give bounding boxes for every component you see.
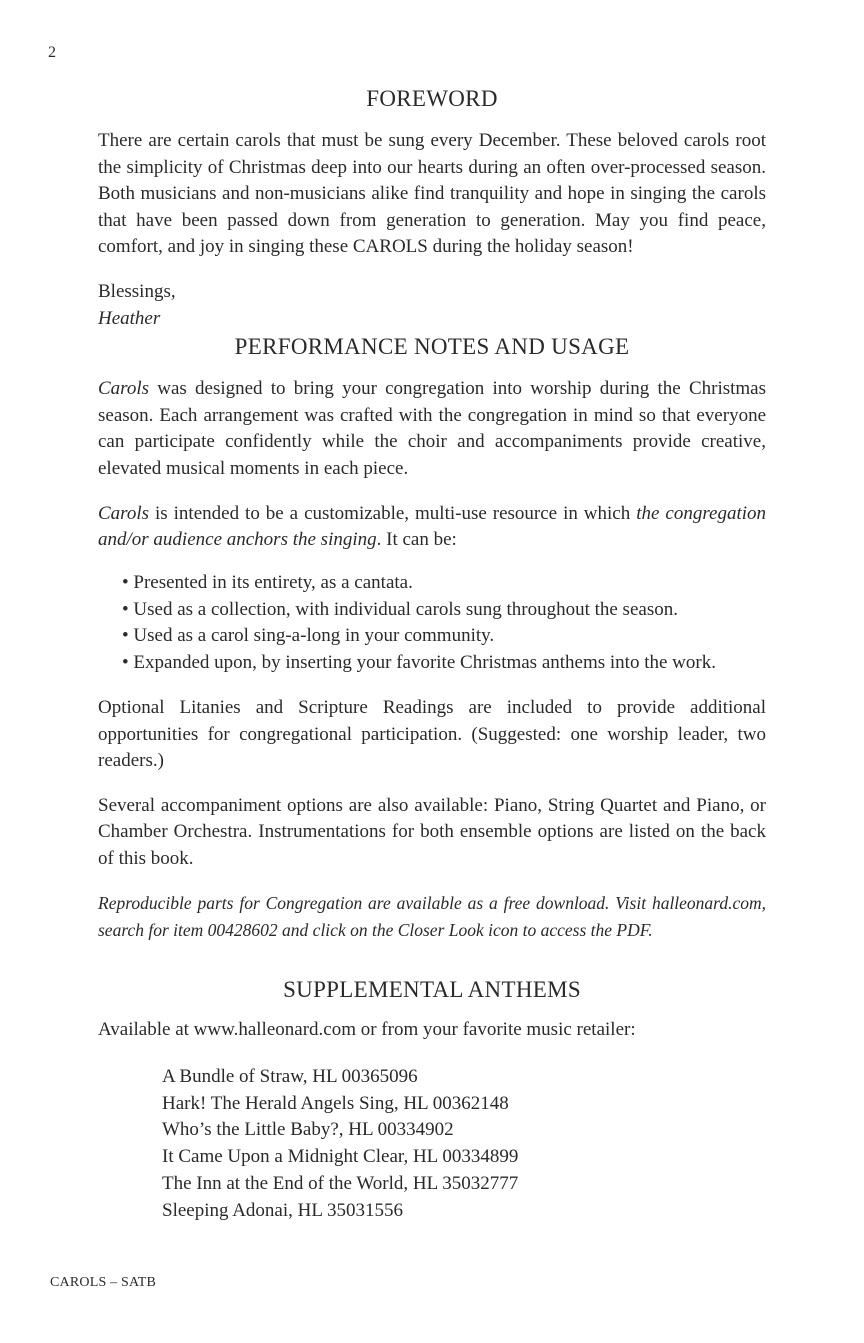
supplemental-intro: Available at www.halleonard.com or from your favorite music retailer: (98, 1019, 636, 1041)
foreword-signature: Heather (98, 307, 161, 329)
page-content (98, 84, 766, 1225)
supplemental-heading: SUPPLEMENTAL ANTHEMS (283, 977, 581, 1003)
carols-title: Carols (98, 502, 150, 524)
page-footer: CAROLS – SATB (50, 1275, 157, 1290)
performance-paragraph-2 (98, 501, 766, 554)
foreword-heading: FOREWORD (366, 86, 498, 111)
anthem-list (98, 1064, 766, 1225)
performance-paragraph-1-text: was designed to bring your congregation into worship during the Christmas season. Each arrangement was crafted with the congregation in mind so that everyone can participate confidently while the choir and accompaniments provide creative, elevated musical moments in each piece. (98, 378, 766, 479)
carols-title: Carols (98, 378, 150, 400)
performance-paragraph-2-text-a: is intended to be a customizable, multi-use resource in which (149, 502, 637, 524)
list-item: • Used as a collection, with individual carols sung throughout the season. (122, 598, 678, 620)
list-item: Sleeping Adonai, HL 35031556 (162, 1199, 403, 1221)
list-item: • Used as a carol sing-a-long in your community. (122, 625, 495, 647)
performance-paragraph-4: Several accompaniment options are also available: Piano, String Quartet and Piano, or Chamber Orchestra. Instrumentations for both ensemble options are listed on the back of this book. (98, 794, 766, 869)
list-item: • Expanded upon, by inserting your favorite Christmas anthems into the work. (122, 652, 716, 674)
foreword-closing: Blessings, (98, 280, 176, 302)
performance-paragraph-2-emphasis: the congregation and/or audience anchors the singing (98, 502, 767, 551)
performance-paragraph-3: Optional Litanies and Scripture Readings are included to provide additional opportunities for congregational participation. (Suggested: one worship leader, two readers.) (98, 696, 766, 772)
usage-list (98, 570, 766, 677)
performance-paragraph-1 (98, 376, 766, 482)
list-item: It Came Upon a Midnight Clear, HL 00334899 (162, 1146, 519, 1168)
list-item: Hark! The Herald Angels Sing, HL 00362148 (162, 1092, 509, 1114)
list-item: A Bundle of Straw, HL 00365096 (162, 1065, 418, 1087)
performance-heading: PERFORMANCE NOTES AND USAGE (234, 334, 630, 360)
page-number: 2 (48, 44, 56, 61)
list-item: The Inn at the End of the World, HL 35032777 (162, 1173, 519, 1195)
performance-paragraph-2-text-b: . It can be: (376, 529, 457, 551)
foreword-signoff (98, 279, 766, 332)
list-item: • Presented in its entirety, as a cantata. (122, 571, 413, 593)
list-item: Who’s the Little Baby?, HL 00334902 (162, 1119, 454, 1141)
download-note: Reproducible parts for Congregation are available as a free download. Visit halleonard.com, search for item 00428602 and click on the Closer Look icon to access the PDF. (98, 893, 766, 940)
foreword-body: There are certain carols that must be sung every December. These beloved carols root the simplicity of Christmas deep into our hearts during an often over-processed season. Both musicians and non-musicians alike find tranquility and hope in singing the carols that have been passed down from generation to generation. May you find peace, comfort, and joy in singing these CAROLS during the holiday season! (98, 130, 766, 258)
